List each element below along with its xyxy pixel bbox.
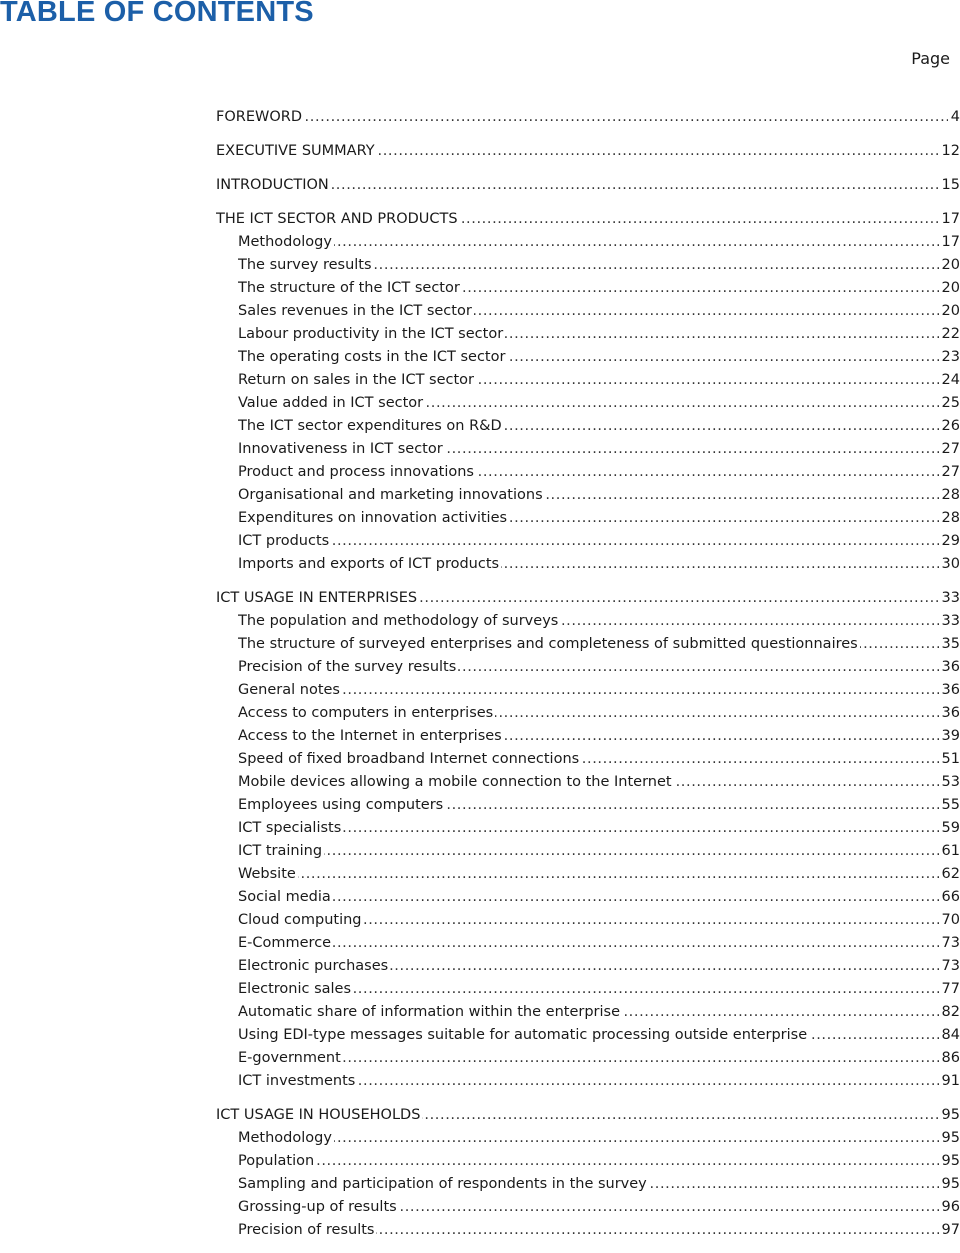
toc-entry[interactable]: [238, 1024, 960, 1047]
toc-page-number: 29: [939, 530, 960, 553]
toc-section-heading[interactable]: [216, 1104, 960, 1127]
toc-section: [216, 140, 960, 163]
toc-page-number: 36: [939, 679, 960, 702]
toc-entry-label: Mobile devices allowing a mobile connection to the Internet: [238, 774, 672, 790]
toc-entry[interactable]: [238, 656, 960, 679]
toc-entry-label: General notes: [238, 682, 340, 698]
toc-entry-label: Organisational and marketing innovations: [238, 487, 543, 503]
toc-entry-label: Access to computers in enterprises: [238, 705, 494, 721]
toc-page-number: 33: [939, 610, 960, 633]
toc-page-number: 86: [939, 1047, 960, 1070]
toc-entry[interactable]: [238, 863, 960, 886]
toc-entry-label: Using EDI-type messages suitable for automatic processing outside enterprise: [238, 1027, 808, 1043]
toc-entry[interactable]: [238, 254, 960, 277]
toc-entry-label: Sales revenues in the ICT sector: [238, 303, 472, 319]
toc-entry-label: Cloud computing: [238, 912, 362, 928]
toc-page-number: 24: [939, 369, 960, 392]
toc-entry-label: The operating costs in the ICT sector: [238, 349, 506, 365]
toc-entry[interactable]: [238, 1196, 960, 1219]
toc-entry[interactable]: [238, 346, 960, 369]
toc-entry-label: Population: [238, 1153, 315, 1169]
toc-entry-label: Automatic share of information within the enterprise: [238, 1004, 620, 1020]
toc-entry-label: ICT training: [238, 843, 323, 859]
toc-entry[interactable]: [238, 771, 960, 794]
toc-page-number: 35: [939, 633, 960, 656]
toc-page-number: 95: [939, 1173, 960, 1196]
toc-page-number: 12: [939, 140, 960, 163]
toc-section-title: FOREWORD: [216, 109, 302, 125]
toc-entry[interactable]: [238, 1150, 960, 1173]
toc-entry-label: The survey results: [238, 257, 372, 273]
toc-page-number: 95: [939, 1127, 960, 1150]
toc-page-number: 53: [939, 771, 960, 794]
toc-entry-label: ICT products: [238, 533, 330, 549]
toc-entry[interactable]: [238, 909, 960, 932]
toc-entry-label: The ICT sector expenditures on R&D: [238, 418, 502, 434]
toc-section: [216, 106, 960, 129]
toc-section-heading[interactable]: [216, 106, 960, 129]
toc-page-number: 73: [939, 932, 960, 955]
toc-entry[interactable]: [238, 633, 960, 656]
toc-entry-label: Value added in ICT sector: [238, 395, 424, 411]
toc-section-heading[interactable]: [216, 587, 960, 610]
toc-page-number: 82: [939, 1001, 960, 1024]
toc-entry-label: Imports and exports of ICT products: [238, 556, 500, 572]
toc-entry-label: Access to the Internet in enterprises: [238, 728, 502, 744]
toc-entry[interactable]: [238, 1001, 960, 1024]
toc-page-number: 30: [939, 553, 960, 576]
toc-page-number: 28: [939, 507, 960, 530]
toc-entry-label: Innovativeness in ICT sector: [238, 441, 443, 457]
toc-entry[interactable]: [238, 553, 960, 576]
toc-entry[interactable]: [238, 369, 960, 392]
toc-entry[interactable]: [238, 1127, 960, 1150]
toc-section-heading[interactable]: [216, 174, 960, 197]
toc-entry-label: Methodology: [238, 234, 332, 250]
toc-entry[interactable]: [238, 461, 960, 484]
page-title: TABLE OF CONTENTS: [0, 0, 314, 28]
toc-entry[interactable]: [238, 840, 960, 863]
toc-entry-label: Expenditures on innovation activities: [238, 510, 508, 526]
page-column-label: Page: [911, 49, 950, 68]
toc-entry-label: The population and methodology of surveys: [238, 613, 559, 629]
toc-section: [216, 1104, 960, 1242]
toc-page-number: 36: [939, 702, 960, 725]
toc-entry-label: Employees using computers: [238, 797, 444, 813]
toc-entry[interactable]: [238, 725, 960, 748]
toc-entry[interactable]: [238, 300, 960, 323]
toc-entry-label: Return on sales in the ICT sector: [238, 372, 475, 388]
toc-entry[interactable]: [238, 323, 960, 346]
toc-list: [216, 106, 960, 1253]
toc-entry-label: ICT investments: [238, 1073, 356, 1089]
toc-page-number: 66: [939, 886, 960, 909]
toc-section-title: ICT USAGE IN ENTERPRISES: [216, 590, 418, 606]
toc-entry[interactable]: [238, 392, 960, 415]
toc-page-number: 95: [939, 1150, 960, 1173]
toc-page-number: 28: [939, 484, 960, 507]
toc-entry-label: The structure of the ICT sector: [238, 280, 460, 296]
toc-entry[interactable]: [238, 932, 960, 955]
toc-entry[interactable]: [238, 679, 960, 702]
toc-entry[interactable]: [238, 748, 960, 771]
toc-section-title: THE ICT SECTOR AND PRODUCTS: [216, 211, 458, 227]
toc-entry[interactable]: [238, 1070, 960, 1093]
toc-page-number: 20: [939, 300, 960, 323]
toc-entry[interactable]: [238, 438, 960, 461]
toc-page-number: 70: [939, 909, 960, 932]
toc-page-number: 73: [939, 955, 960, 978]
toc-entry-label: Grossing-up of results: [238, 1199, 397, 1215]
toc-page-number: 91: [939, 1070, 960, 1093]
toc-section: [216, 208, 960, 576]
toc-entry-label: Product and process innovations: [238, 464, 474, 480]
toc-page-number: 39: [939, 725, 960, 748]
toc-entry-label: Electronic purchases: [238, 958, 389, 974]
toc-page-number: 96: [939, 1196, 960, 1219]
toc-section: [216, 174, 960, 197]
toc-section-title: ICT USAGE IN HOUSEHOLDS: [216, 1107, 421, 1123]
toc-section-title: INTRODUCTION: [216, 177, 329, 193]
toc-page-number: 23: [939, 346, 960, 369]
toc-entry[interactable]: [238, 817, 960, 840]
toc-page-number: 61: [939, 840, 960, 863]
toc-entry[interactable]: [238, 484, 960, 507]
toc-entry-label: Sampling and participation of respondents in the survey: [238, 1176, 647, 1192]
toc-entry[interactable]: [238, 610, 960, 633]
toc-entry[interactable]: [238, 702, 960, 725]
toc-entry-label: Methodology: [238, 1130, 332, 1146]
toc-page-number: 27: [939, 438, 960, 461]
toc-page-number: 20: [939, 277, 960, 300]
toc-entry[interactable]: [238, 277, 960, 300]
toc-entry[interactable]: [238, 530, 960, 553]
toc-page-number: 17: [939, 231, 960, 254]
toc-page-number: 27: [939, 461, 960, 484]
toc-entry[interactable]: [238, 507, 960, 530]
toc-entry-label: ICT specialists: [238, 820, 342, 836]
toc-page-number: 17: [939, 208, 960, 231]
toc-entry-label: Social media: [238, 889, 331, 905]
toc-entry-label: Speed of fixed broadband Internet connections: [238, 751, 580, 767]
toc-entry-label: Precision of results: [238, 1222, 375, 1238]
toc-page-number: 25: [939, 392, 960, 415]
toc-page-number: 22: [939, 323, 960, 346]
toc-entry-label: The structure of surveyed enterprises and completeness of submitted questionnaires: [238, 636, 858, 652]
toc-entry-label: E-government: [238, 1050, 341, 1066]
toc-page-number: 59: [939, 817, 960, 840]
toc-entry-label: Website: [238, 866, 296, 882]
toc-page-number: 26: [939, 415, 960, 438]
toc-entry[interactable]: [238, 231, 960, 254]
toc-page-number: 55: [939, 794, 960, 817]
toc-section: [216, 587, 960, 1093]
toc-entry[interactable]: [238, 1173, 960, 1196]
toc-page-number: 33: [939, 587, 960, 610]
toc-entry-label: Electronic sales: [238, 981, 352, 997]
toc-entry[interactable]: [238, 955, 960, 978]
toc-section-heading[interactable]: [216, 208, 960, 231]
toc-entry[interactable]: [238, 1047, 960, 1070]
toc-page-number: 36: [939, 656, 960, 679]
toc-entry[interactable]: [238, 794, 960, 817]
toc-section-title: EXECUTIVE SUMMARY: [216, 143, 375, 159]
toc-page-number: 4: [948, 106, 960, 129]
toc-entry-label: E-Commerce: [238, 935, 332, 951]
toc-page-number: 62: [939, 863, 960, 886]
toc-entry[interactable]: [238, 415, 960, 438]
toc-entry-label: Precision of the survey results: [238, 659, 457, 675]
toc-page-number: 15: [939, 174, 960, 197]
toc-page-number: 95: [939, 1104, 960, 1127]
toc-entry-label: Labour productivity in the ICT sector: [238, 326, 504, 342]
toc-page-number: 97: [939, 1219, 960, 1242]
toc-entry[interactable]: [238, 886, 960, 909]
toc-page-number: 77: [939, 978, 960, 1001]
toc-page-number: 20: [939, 254, 960, 277]
toc-page-number: 84: [939, 1024, 960, 1047]
toc-entry[interactable]: [238, 978, 960, 1001]
toc-page-number: 51: [939, 748, 960, 771]
toc-section-heading[interactable]: [216, 140, 960, 163]
